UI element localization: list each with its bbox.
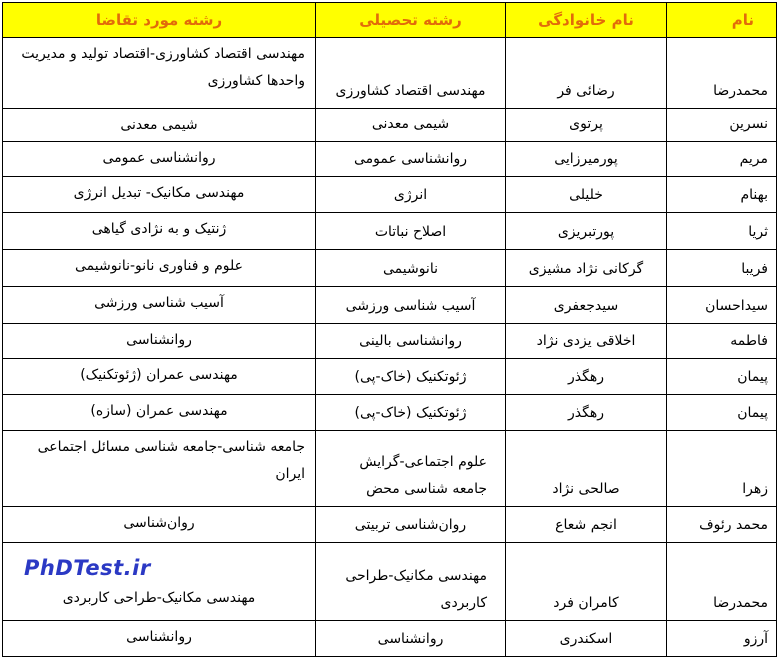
cell-field: ژئوتکنیک (خاک-پی) bbox=[316, 359, 506, 395]
cell-requested: شیمی معدنی bbox=[3, 109, 316, 142]
cell-field: علوم اجتماعی-گرایش جامعه شناسی محض bbox=[316, 431, 506, 507]
cell-family: رهگذر bbox=[506, 359, 667, 395]
cell-name: آرزو bbox=[667, 621, 777, 657]
cell-name: محمدرضا bbox=[667, 543, 777, 621]
table-row bbox=[3, 287, 777, 324]
cell-name: سیداحسان bbox=[667, 287, 777, 324]
header-family: نام خانوادگی bbox=[506, 3, 667, 38]
cell-field: مهندسی مکانیک-طراحی کاربردی bbox=[316, 543, 506, 621]
table-row bbox=[3, 109, 777, 142]
cell-name: پیمان bbox=[667, 359, 777, 395]
cell-requested: مهندسی مکانیک- تبدیل انرژی bbox=[3, 177, 316, 213]
cell-family: خلیلی bbox=[506, 177, 667, 213]
cell-name: نسرین bbox=[667, 109, 777, 142]
table-row bbox=[3, 543, 777, 621]
cell-name: محمدرضا bbox=[667, 38, 777, 109]
cell-family: انجم شعاع bbox=[506, 507, 667, 543]
cell-name: پیمان bbox=[667, 395, 777, 431]
header-row bbox=[3, 3, 777, 38]
cell-name: فاطمه bbox=[667, 324, 777, 359]
table-row bbox=[3, 324, 777, 359]
cell-family: سیدجعفری bbox=[506, 287, 667, 324]
table-row bbox=[3, 507, 777, 543]
table-row bbox=[3, 38, 777, 109]
cell-family: پورمیرزایی bbox=[506, 142, 667, 177]
cell-requested: جامعه شناسی-جامعه شناسی مسائل اجتماعی ایران bbox=[3, 431, 316, 507]
cell-field: روانشناسی bbox=[316, 621, 506, 657]
cell-name: زهرا bbox=[667, 431, 777, 507]
table-row bbox=[3, 177, 777, 213]
cell-requested: مهندسی عمران (ژئوتکنیک) bbox=[3, 359, 316, 395]
cell-requested: مهندسی عمران (سازه) bbox=[3, 395, 316, 431]
cell-requested: روانشناسی عمومی bbox=[3, 142, 316, 177]
header-name: نام bbox=[667, 3, 777, 38]
cell-field: نانوشیمی bbox=[316, 250, 506, 287]
cell-family: گرکانی نژاد مشیزی bbox=[506, 250, 667, 287]
cell-field: روانشناسی عمومی bbox=[316, 142, 506, 177]
cell-requested: روان‌شناسی bbox=[3, 507, 316, 543]
cell-field: روانشناسی بالینی bbox=[316, 324, 506, 359]
table-row bbox=[3, 621, 777, 657]
cell-field: ژئوتکنیک (خاک-پی) bbox=[316, 395, 506, 431]
cell-name: ثریا bbox=[667, 213, 777, 250]
cell-family: صالحی نژاد bbox=[506, 431, 667, 507]
table-row bbox=[3, 431, 777, 507]
header-field: رشته تحصیلی bbox=[316, 3, 506, 38]
cell-requested: روانشناسی bbox=[3, 621, 316, 657]
cell-field: اصلاح نباتات bbox=[316, 213, 506, 250]
cell-requested: مهندسی مکانیک-طراحی کاربردی bbox=[3, 543, 316, 621]
cell-field: آسیب شناسی ورزشی bbox=[316, 287, 506, 324]
cell-family: پرتوی bbox=[506, 109, 667, 142]
cell-field: شیمی معدنی bbox=[316, 109, 506, 142]
cell-family: رضائی فر bbox=[506, 38, 667, 109]
cell-family: اخلاقی یزدی نژاد bbox=[506, 324, 667, 359]
cell-requested: ژنتیک و به نژادی گیاهی bbox=[3, 213, 316, 250]
table-row bbox=[3, 142, 777, 177]
table-row bbox=[3, 359, 777, 395]
cell-field: مهندسی اقتصاد کشاورزی bbox=[316, 38, 506, 109]
cell-family: رهگذر bbox=[506, 395, 667, 431]
cell-field: انرژی bbox=[316, 177, 506, 213]
cell-name: بهنام bbox=[667, 177, 777, 213]
cell-requested: مهندسی اقتصاد کشاورزی-اقتصاد تولید و مدیریت واحدها کشاورزی bbox=[3, 38, 316, 109]
cell-requested: علوم و فناوری نانو-نانوشیمی bbox=[3, 250, 316, 287]
table-row bbox=[3, 250, 777, 287]
cell-requested: آسیب شناسی ورزشی bbox=[3, 287, 316, 324]
header-requested: رشته مورد تقاضا bbox=[3, 3, 316, 38]
cell-requested: روانشناسی bbox=[3, 324, 316, 359]
cell-name: محمد رئوف bbox=[667, 507, 777, 543]
table-row bbox=[3, 395, 777, 431]
cell-field: روان‌شناسی تربیتی bbox=[316, 507, 506, 543]
cell-name: مریم bbox=[667, 142, 777, 177]
cell-family: کامران فرد bbox=[506, 543, 667, 621]
watermark-logo: PhDTest.ir bbox=[24, 556, 151, 580]
cell-family: اسکندری bbox=[506, 621, 667, 657]
table-row bbox=[3, 213, 777, 250]
cell-name: فریبا bbox=[667, 250, 777, 287]
cell-family: پورتبریزی bbox=[506, 213, 667, 250]
